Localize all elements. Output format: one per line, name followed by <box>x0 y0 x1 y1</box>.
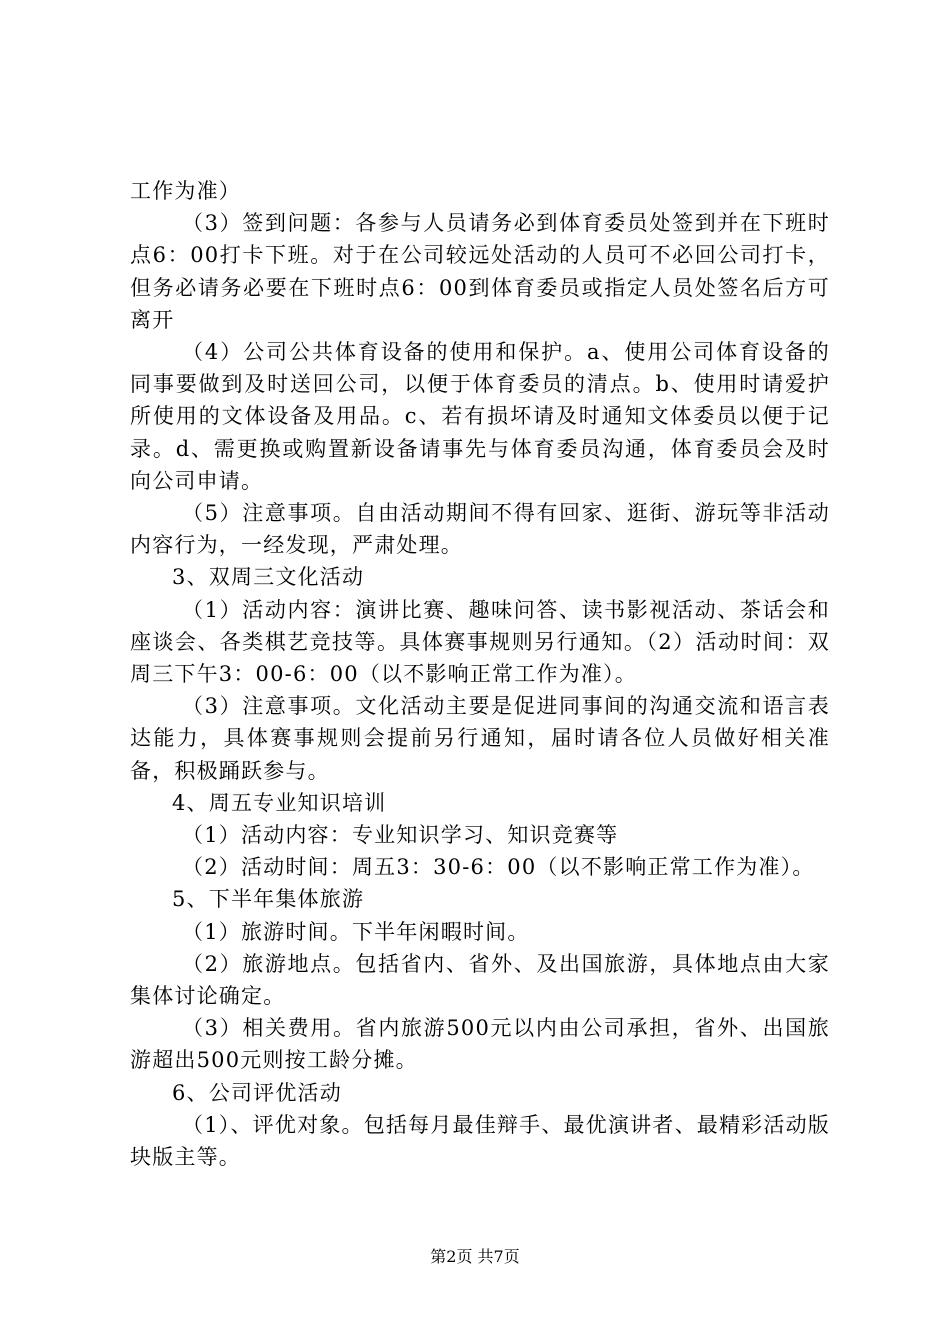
paragraph: （2）旅游地点。包括省内、省外、及出国旅游，具体地点由大家集体讨论确定。 <box>130 951 830 1009</box>
paragraph: （4）公司公共体育设备的使用和保护。a、使用公司体育设备的同事要做到及时送回公司，以便于体育委员的清点。b、使用时请爱护所使用的文体设备及用品。c、若有损坏请及时通知文体委员以便于记录。d、需更换或购置新设备请事先与体育委员沟通，体育委员会及时向公司申请。 <box>130 340 830 493</box>
section-heading: 5、下半年集体旅游 <box>172 887 365 912</box>
paragraph: 工作为准） <box>130 179 241 203</box>
paragraph: （5）注意事项。自由活动期间不得有回家、逛街、游玩等非活动内容行为，一经发现，严肃处理。 <box>130 501 830 558</box>
paragraph: （1）旅游时间。下半年闲暇时间。 <box>182 919 530 944</box>
paragraph: （1）活动内容：演讲比赛、趣味问答、读书影视活动、茶话会和座谈会、各类棋艺竞技等。具体赛事规则另行通知。（2）活动时间：双周三下午3：00-6：00（以不影响正常工作为准）。 <box>130 597 830 687</box>
page-footer: 第2页 共7页 <box>430 1247 520 1266</box>
section-heading: 4、周五专业知识培训 <box>172 790 387 815</box>
paragraph: （3）注意事项。文化活动主要是促进同事间的沟通交流和语言表达能力，具体赛事规则会提前另行通知，届时请各位人员做好相关准备，积极踊跃参与。 <box>130 694 830 783</box>
document-body <box>130 175 830 1173</box>
section-heading: 3、双周三文化活动 <box>172 565 365 590</box>
paragraph: （2）活动时间：周五3：30-6：00（以不影响正常工作为准）。 <box>182 855 815 880</box>
paragraph: （3）签到问题：各参与人员请务必到体育委员处签到并在下班时点6：00打卡下班。对于在公司较远处活动的人员可不必回公司打卡，但务必请务必要在下班时点6：00到体育委员或指定人员处签名后方可离开 <box>130 211 830 332</box>
paragraph: （3）相关费用。省内旅游500元以内由公司承担，省外、出国旅游超出500元则按工龄分摊。 <box>130 1016 830 1073</box>
paragraph: （1）、评优对象。包括每月最佳辩手、最优演讲者、最精彩活动版块版主等。 <box>130 1112 830 1170</box>
paragraph: （1）活动内容：专业知识学习、知识竞赛等 <box>182 823 619 848</box>
section-heading: 6、公司评优活动 <box>172 1080 342 1105</box>
